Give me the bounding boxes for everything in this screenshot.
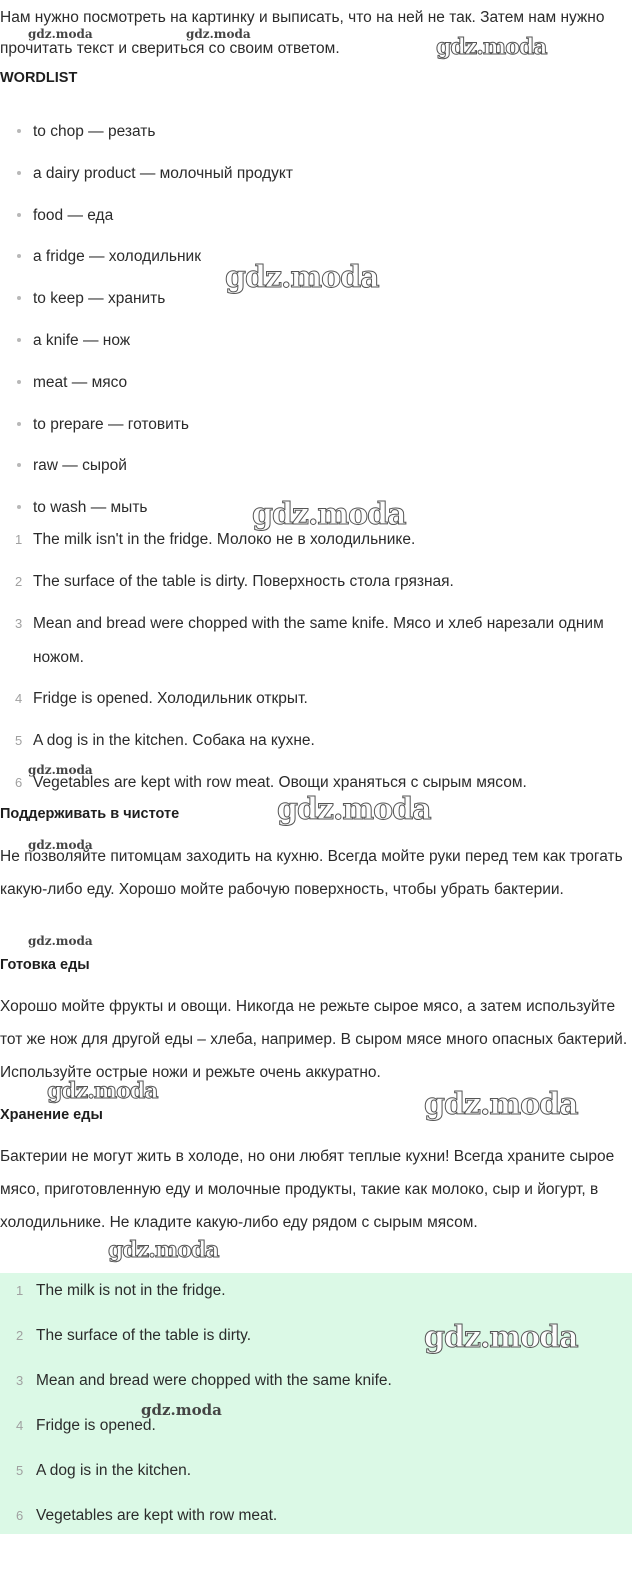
bullet-icon: [17, 338, 21, 342]
watermark: gdz.moda: [108, 1237, 219, 1263]
watermark: gdz.moda: [436, 34, 547, 60]
watermark: gdz.moda: [225, 260, 379, 295]
wordlist-item: to keep — хранить: [0, 277, 632, 319]
bullet-icon: [17, 129, 21, 133]
watermark: gdz.moda: [47, 1078, 158, 1104]
answer-box: [0, 1273, 632, 1534]
bullet-icon: [17, 254, 21, 258]
answer-box-item: 2 The surface of the table is dirty.: [16, 1327, 252, 1344]
watermark: gdz.moda: [141, 1401, 222, 1419]
answer-item: 4 Fridge is opened. Холодильник открыт.: [15, 690, 308, 707]
answer-box-item: 6 Vegetables are kept with row meat.: [16, 1507, 278, 1524]
section-heading-storage: Хранение еды: [0, 1107, 103, 1123]
watermark: gdz.moda: [252, 497, 406, 532]
wordlist-item: to chop — резать: [0, 110, 632, 152]
answer-item: 6 Vegetables are kept with row meat. Овощи храняться с сырым мясом.: [15, 774, 527, 791]
section-text-cooking: Хорошо мойте фрукты и овощи. Никогда не режьте сырое мясо, а затем используйте тот же нож для другой еды – хлеба, например. В сыром мясе много опасных бактерий. Используйте острые ножи и режьте очень аккуратно.: [0, 998, 628, 1081]
answer-box-item: 3 Mean and bread were chopped with the same knife.: [16, 1372, 392, 1389]
wordlist: [0, 110, 632, 528]
section-heading-cooking: Готовка еды: [0, 957, 90, 973]
watermark: gdz.moda: [28, 27, 93, 41]
bullet-icon: [17, 296, 21, 300]
answer-box-list: [0, 1273, 632, 1544]
wordlist-item: food — еда: [0, 194, 632, 236]
answer-item: 1 The milk isn't in the fridge. Молоко не в холодильнике.: [15, 531, 416, 548]
wordlist-item: to prepare — готовить: [0, 403, 632, 445]
answer-item: 5 A dog is in the kitchen. Собака на кухне.: [15, 732, 315, 749]
answer-box-item: 1 The milk is not in the fridge.: [16, 1282, 226, 1299]
bullet-icon: [17, 505, 21, 509]
wordlist-heading: WORDLIST: [0, 70, 78, 86]
watermark: gdz.moda: [424, 1087, 578, 1122]
wordlist-item: a fridge — холодильник: [0, 235, 632, 277]
answer-item: 2 The surface of the table is dirty. Поверхность стола грязная.: [15, 573, 454, 590]
wordlist-item: to wash — мыть: [0, 486, 632, 528]
answer-item: 3 Mean and bread were chopped with the same knife. Мясо и хлеб нарезали одним ножом.: [15, 615, 604, 666]
watermark: gdz.moda: [28, 934, 93, 948]
watermark: gdz.moda: [28, 838, 93, 852]
answers-list: [0, 523, 632, 800]
wordlist-item: meat — мясо: [0, 361, 632, 403]
bullet-icon: [17, 463, 21, 467]
wordlist-item: a knife — нож: [0, 319, 632, 361]
section-text-clean: Не позволяйте питомцам заходить на кухню. Всегда мойте руки перед тем как трогать какую-либо еду. Хорошо мойте рабочую поверхность, чтобы убрать бактерии.: [0, 848, 623, 898]
watermark: gdz.moda: [186, 27, 251, 41]
answer-box-item: 5 A dog is in the kitchen.: [16, 1462, 192, 1479]
bullet-icon: [17, 213, 21, 217]
wordlist-item: a dairy product — молочный продукт: [0, 152, 632, 194]
answer-box-item: 4 Fridge is opened.: [16, 1417, 156, 1434]
section-heading-clean: Поддерживать в чистоте: [0, 806, 180, 822]
bullet-icon: [17, 380, 21, 384]
watermark: gdz.moda: [424, 1320, 578, 1355]
section-text-storage: Бактерии не могут жить в холоде, но они любят теплые кухни! Всегда храните сырое мясо, приготовленную еду и молочные продукты, такие как молоко, сыр и йогурт, в холодильнике. Не кладите какую-либо еду рядом с сырым мясом.: [0, 1148, 615, 1231]
watermark: gdz.moda: [277, 792, 431, 827]
bullet-icon: [17, 422, 21, 426]
wordlist-item: raw — сырой: [0, 444, 632, 486]
intro-text: Нам нужно посмотреть на картинку и выписать, что на ней не так. Затем нам нужно прочитать текст и свериться со своим ответом.: [0, 9, 605, 57]
bullet-icon: [17, 171, 21, 175]
watermark: gdz.moda: [28, 763, 93, 777]
